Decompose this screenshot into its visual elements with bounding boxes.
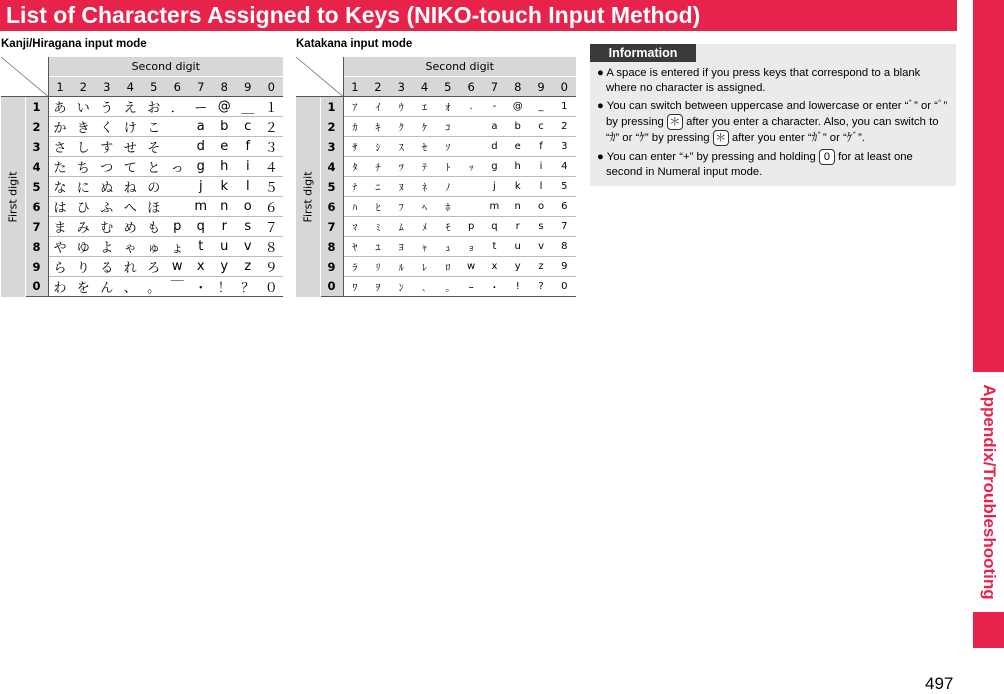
- key-char-cell: [459, 137, 482, 157]
- key-char-cell: u: [213, 237, 237, 257]
- information-heading: Information: [590, 44, 696, 62]
- first-digit-0: 0: [25, 277, 48, 297]
- first-digit-9: 9: [25, 257, 48, 277]
- second-digit-9: 9: [236, 77, 260, 97]
- key-char-cell: ｷ: [366, 117, 389, 137]
- key-char-cell: ﾋ: [366, 197, 389, 217]
- key-char-cell: ﾖ: [390, 237, 413, 257]
- key-char-cell: ﾄ: [436, 157, 459, 177]
- key-char-cell: s: [236, 217, 260, 237]
- key-char-cell: う: [95, 97, 119, 117]
- key-char-cell: f: [236, 137, 260, 157]
- asterisk-key-icon: ＊: [713, 130, 729, 146]
- key-char-cell: つ: [95, 157, 119, 177]
- key-char-cell: ょ: [166, 237, 190, 257]
- key-char-cell: g: [189, 157, 213, 177]
- key-char-cell: ｰ: [459, 277, 482, 297]
- key-char-cell: ﾝ: [390, 277, 413, 297]
- key-char-cell: k: [213, 177, 237, 197]
- key-char-cell: n: [213, 197, 237, 217]
- key-char-cell: m: [189, 197, 213, 217]
- key-char-cell: y: [506, 257, 529, 277]
- key-char-cell: [459, 197, 482, 217]
- key-char-cell: x: [189, 257, 213, 277]
- second-digit-1: 1: [48, 77, 72, 97]
- table-row: [1, 197, 283, 217]
- first-digit-4: 4: [320, 157, 343, 177]
- key-char-cell: そ: [142, 137, 166, 157]
- key-char-cell: ｼ: [366, 137, 389, 157]
- second-digit-8: 8: [213, 77, 237, 97]
- key-char-cell: w: [459, 257, 482, 277]
- second-digit-1: 1: [343, 77, 366, 97]
- key-char-cell: ﾈ: [413, 177, 436, 197]
- key-char-cell: ｺ: [436, 117, 459, 137]
- key-char-cell: n: [506, 197, 529, 217]
- key-char-cell: a: [189, 117, 213, 137]
- key-char-cell: 7: [553, 217, 576, 237]
- page-title: List of Characters Assigned to Keys (NIKO-touch Input Method): [0, 0, 957, 31]
- key-char-cell: ﾛ: [436, 257, 459, 277]
- info-bullet-case: ● You can switch between uppercase and lowercase or enter “ﾞ” or “ﾟ” by pressing ＊ after you enter a character. Also, you can switch to “ｶ” or “ｹ” by pressing ＊ after you enter “ｶﾞ” or “ｹﾞ”.: [597, 100, 948, 144]
- second-digit-4: 4: [119, 77, 143, 97]
- key-char-cell: ﾁ: [366, 157, 389, 177]
- key-char-cell: ﾚ: [413, 257, 436, 277]
- table-row: [1, 177, 283, 197]
- key-char-cell: @: [506, 97, 529, 117]
- second-digit-0: 0: [260, 77, 284, 97]
- key-char-cell: z: [236, 257, 260, 277]
- first-digit-3: 3: [25, 137, 48, 157]
- first-digit-5: 5: [25, 177, 48, 197]
- key-char-cell: わ: [48, 277, 72, 297]
- first-digit-7: 7: [25, 217, 48, 237]
- key-char-cell: ｡: [436, 277, 459, 297]
- first-digit-1: 1: [25, 97, 48, 117]
- page-number: 497: [925, 674, 954, 693]
- key-char-cell: こ: [142, 117, 166, 137]
- second-digit-5: 5: [142, 77, 166, 97]
- key-char-cell: [459, 117, 482, 137]
- key-char-cell: h: [506, 157, 529, 177]
- key-char-cell: ゃ: [119, 237, 143, 257]
- key-char-cell: _: [529, 97, 552, 117]
- key-char-cell: か: [48, 117, 72, 137]
- second-digit-3: 3: [390, 77, 413, 97]
- key-char-cell: ０: [260, 277, 284, 297]
- first-digit-header: First digit: [296, 97, 320, 297]
- first-digit-6: 6: [25, 197, 48, 217]
- key-char-cell: ﾆ: [366, 177, 389, 197]
- key-char-cell: 5: [553, 177, 576, 197]
- zero-key-icon: 0: [819, 149, 835, 165]
- key-char-cell: q: [189, 217, 213, 237]
- key-char-cell: ｽ: [390, 137, 413, 157]
- key-char-cell: ５: [260, 177, 284, 197]
- key-char-cell: ｶ: [343, 117, 366, 137]
- key-char-cell: ﾂ: [390, 157, 413, 177]
- first-digit-4: 4: [25, 157, 48, 177]
- first-digit-0: 0: [320, 277, 343, 297]
- table-row: [296, 117, 576, 137]
- key-char-cell: ﾅ: [343, 177, 366, 197]
- key-char-cell: ８: [260, 237, 284, 257]
- table-row: [296, 137, 576, 157]
- key-char-cell: 3: [553, 137, 576, 157]
- key-char-cell: ？: [236, 277, 260, 297]
- key-char-cell: ｯ: [459, 157, 482, 177]
- second-digit-header: Second digit: [343, 57, 576, 77]
- key-char-cell: l: [236, 177, 260, 197]
- key-char-cell: v: [529, 237, 552, 257]
- first-digit-1: 1: [320, 97, 343, 117]
- second-digit-8: 8: [506, 77, 529, 97]
- key-char-cell: m: [483, 197, 506, 217]
- key-char-cell: み: [72, 217, 96, 237]
- key-char-cell: i: [236, 157, 260, 177]
- key-char-cell: て: [119, 157, 143, 177]
- key-char-cell: u: [506, 237, 529, 257]
- key-char-cell: ｿ: [436, 137, 459, 157]
- key-char-cell: e: [506, 137, 529, 157]
- key-char-cell: ｲ: [366, 97, 389, 117]
- key-char-cell: の: [142, 177, 166, 197]
- key-char-cell: ＿: [236, 97, 260, 117]
- table-row: [1, 277, 283, 297]
- key-char-cell: ９: [260, 257, 284, 277]
- key-char-cell: ﾜ: [343, 277, 366, 297]
- key-char-cell: す: [95, 137, 119, 157]
- first-digit-3: 3: [320, 137, 343, 157]
- key-char-cell: ．: [166, 97, 190, 117]
- key-char-cell: ﾓ: [436, 217, 459, 237]
- key-char-cell: t: [189, 237, 213, 257]
- key-char-cell: c: [236, 117, 260, 137]
- key-char-cell: っ: [166, 157, 190, 177]
- key-char-cell: x: [483, 257, 506, 277]
- key-char-cell: ｾ: [413, 137, 436, 157]
- katakana-section-label: Katakana input mode: [296, 38, 413, 50]
- key-char-cell: ﾔ: [343, 237, 366, 257]
- key-char-cell: る: [95, 257, 119, 277]
- table-row: [296, 97, 576, 117]
- key-char-cell: ぬ: [95, 177, 119, 197]
- key-char-cell: さ: [48, 137, 72, 157]
- key-char-cell: き: [72, 117, 96, 137]
- key-char-cell: q: [483, 217, 506, 237]
- key-char-cell: ゅ: [142, 237, 166, 257]
- key-char-cell: ｻ: [343, 137, 366, 157]
- first-digit-5: 5: [320, 177, 343, 197]
- key-char-cell: b: [506, 117, 529, 137]
- second-digit-2: 2: [72, 77, 96, 97]
- key-char-cell: や: [48, 237, 72, 257]
- second-digit-3: 3: [95, 77, 119, 97]
- key-char-cell: ね: [119, 177, 143, 197]
- key-char-cell: t: [483, 237, 506, 257]
- key-char-cell: ふ: [95, 197, 119, 217]
- key-char-cell: h: [213, 157, 237, 177]
- second-digit-4: 4: [413, 77, 436, 97]
- key-char-cell: け: [119, 117, 143, 137]
- key-char-cell: a: [483, 117, 506, 137]
- key-char-cell: 。: [142, 277, 166, 297]
- key-char-cell: p: [166, 217, 190, 237]
- key-char-cell: ２: [260, 117, 284, 137]
- key-char-cell: く: [95, 117, 119, 137]
- table-row: [296, 277, 576, 297]
- key-char-cell: 1: [553, 97, 576, 117]
- key-char-cell: れ: [119, 257, 143, 277]
- table-row: [296, 197, 576, 217]
- key-char-cell: ﾕ: [366, 237, 389, 257]
- key-char-cell: 8: [553, 237, 576, 257]
- key-char-cell: d: [483, 137, 506, 157]
- first-digit-8: 8: [25, 237, 48, 257]
- key-char-cell: 9: [553, 257, 576, 277]
- table-row: [1, 97, 283, 117]
- table-row: [1, 257, 283, 277]
- key-char-cell: ・: [189, 277, 213, 297]
- key-char-cell: ￣: [166, 277, 190, 297]
- key-char-cell: [459, 177, 482, 197]
- key-char-cell: l: [529, 177, 552, 197]
- table-row: [296, 237, 576, 257]
- key-char-cell: ｬ: [413, 237, 436, 257]
- key-char-cell: j: [483, 177, 506, 197]
- information-box: [590, 44, 956, 186]
- second-digit-header: Second digit: [48, 57, 283, 77]
- key-char-cell: 、: [119, 277, 143, 297]
- table-row: [296, 157, 576, 177]
- key-char-cell: ｴ: [413, 97, 436, 117]
- key-char-cell: と: [142, 157, 166, 177]
- key-char-cell: む: [95, 217, 119, 237]
- table-row: [1, 217, 283, 237]
- key-char-cell: な: [48, 177, 72, 197]
- first-digit-2: 2: [25, 117, 48, 137]
- information-text: [596, 66, 952, 183]
- key-char-cell: v: [236, 237, 260, 257]
- key-char-cell: い: [72, 97, 96, 117]
- key-char-cell: ﾀ: [343, 157, 366, 177]
- key-char-cell: k: [506, 177, 529, 197]
- first-digit-8: 8: [320, 237, 343, 257]
- table-row: [1, 117, 283, 137]
- key-char-cell: え: [119, 97, 143, 117]
- key-char-cell: め: [119, 217, 143, 237]
- key-char-cell: ろ: [142, 257, 166, 277]
- key-char-cell: ん: [95, 277, 119, 297]
- side-tab-label: Appendix/Troubleshooting: [980, 384, 999, 600]
- key-char-cell: ﾏ: [343, 217, 366, 237]
- second-digit-0: 0: [553, 77, 576, 97]
- key-char-cell: ﾍ: [413, 197, 436, 217]
- table-row: [296, 177, 576, 197]
- first-digit-header: First digit: [1, 97, 25, 297]
- key-char-cell: ﾉ: [436, 177, 459, 197]
- key-char-cell: g: [483, 157, 506, 177]
- key-char-cell: w: [166, 257, 190, 277]
- key-char-cell: あ: [48, 97, 72, 117]
- key-char-cell: へ: [119, 197, 143, 217]
- key-char-cell: ３: [260, 137, 284, 157]
- table-row: [1, 137, 283, 157]
- key-char-cell: ｭ: [436, 237, 459, 257]
- key-char-cell: ｳ: [390, 97, 413, 117]
- key-char-cell: -: [483, 97, 506, 117]
- key-char-cell: ﾐ: [366, 217, 389, 237]
- table-corner: [296, 57, 343, 97]
- key-char-cell: ﾊ: [343, 197, 366, 217]
- key-char-cell: ﾑ: [390, 217, 413, 237]
- key-char-cell: 6: [553, 197, 576, 217]
- key-char-cell: た: [48, 157, 72, 177]
- key-char-cell: ﾙ: [390, 257, 413, 277]
- key-char-cell: [166, 197, 190, 217]
- key-char-cell: ち: [72, 157, 96, 177]
- key-char-cell: p: [459, 217, 482, 237]
- table-row: [1, 157, 283, 177]
- table-row: [296, 217, 576, 237]
- key-char-cell: ﾎ: [436, 197, 459, 217]
- second-digit-5: 5: [436, 77, 459, 97]
- kanji-section-label: Kanji/Hiragana input mode: [1, 38, 147, 50]
- key-char-cell: ７: [260, 217, 284, 237]
- key-char-cell: i: [529, 157, 552, 177]
- key-char-cell: [166, 137, 190, 157]
- key-char-cell: は: [48, 197, 72, 217]
- key-char-cell: 2: [553, 117, 576, 137]
- table-row: [1, 237, 283, 257]
- katakana-key-table: [296, 57, 576, 297]
- key-char-cell: ｮ: [459, 237, 482, 257]
- key-char-cell: z: [529, 257, 552, 277]
- key-char-cell: ｸ: [390, 117, 413, 137]
- key-char-cell: y: [213, 257, 237, 277]
- key-char-cell: r: [506, 217, 529, 237]
- key-char-cell: ･: [483, 277, 506, 297]
- info-bullet-plus: ● You can enter “+” by pressing and holding 0 for at least one second in Numeral input mode.: [597, 150, 913, 178]
- key-char-cell: ｹ: [413, 117, 436, 137]
- key-char-cell: ､: [413, 277, 436, 297]
- second-digit-7: 7: [483, 77, 506, 97]
- first-digit-9: 9: [320, 257, 343, 277]
- key-char-cell: ほ: [142, 197, 166, 217]
- key-char-cell: 4: [553, 157, 576, 177]
- key-char-cell: １: [260, 97, 284, 117]
- first-digit-6: 6: [320, 197, 343, 217]
- info-bullet-space: ● A space is entered if you press keys that correspond to a blank where no character is assigned.: [597, 67, 921, 94]
- table-row: [296, 257, 576, 277]
- key-char-cell: ﾌ: [390, 197, 413, 217]
- key-char-cell: ６: [260, 197, 284, 217]
- key-char-cell: も: [142, 217, 166, 237]
- key-char-cell: [166, 177, 190, 197]
- asterisk-key-icon: ＊: [667, 114, 683, 130]
- key-char-cell: ま: [48, 217, 72, 237]
- key-char-cell: ゆ: [72, 237, 96, 257]
- key-char-cell: !: [506, 277, 529, 297]
- key-char-cell: ﾒ: [413, 217, 436, 237]
- key-char-cell: r: [213, 217, 237, 237]
- table-corner: [1, 57, 48, 97]
- key-char-cell: に: [72, 177, 96, 197]
- key-char-cell: ﾃ: [413, 157, 436, 177]
- second-digit-6: 6: [459, 77, 482, 97]
- key-char-cell: o: [236, 197, 260, 217]
- key-char-cell: s: [529, 217, 552, 237]
- second-digit-6: 6: [166, 77, 190, 97]
- key-char-cell: ｱ: [343, 97, 366, 117]
- key-char-cell: し: [72, 137, 96, 157]
- key-char-cell: ｦ: [366, 277, 389, 297]
- key-char-cell: c: [529, 117, 552, 137]
- key-char-cell: .: [459, 97, 482, 117]
- key-char-cell: り: [72, 257, 96, 277]
- second-digit-7: 7: [189, 77, 213, 97]
- key-char-cell: [166, 117, 190, 137]
- first-digit-2: 2: [320, 117, 343, 137]
- key-char-cell: ﾘ: [366, 257, 389, 277]
- key-char-cell: ﾇ: [390, 177, 413, 197]
- key-char-cell: b: [213, 117, 237, 137]
- first-digit-7: 7: [320, 217, 343, 237]
- key-char-cell: 0: [553, 277, 576, 297]
- key-char-cell: f: [529, 137, 552, 157]
- second-digit-9: 9: [529, 77, 552, 97]
- key-char-cell: j: [189, 177, 213, 197]
- key-char-cell: お: [142, 97, 166, 117]
- key-char-cell: ４: [260, 157, 284, 177]
- key-char-cell: @: [213, 97, 237, 117]
- key-char-cell: d: [189, 137, 213, 157]
- key-char-cell: せ: [119, 137, 143, 157]
- key-char-cell: ﾗ: [343, 257, 366, 277]
- key-char-cell: を: [72, 277, 96, 297]
- key-char-cell: ひ: [72, 197, 96, 217]
- key-char-cell: ら: [48, 257, 72, 277]
- key-char-cell: ー: [189, 97, 213, 117]
- key-char-cell: ｵ: [436, 97, 459, 117]
- second-digit-2: 2: [366, 77, 389, 97]
- key-char-cell: よ: [95, 237, 119, 257]
- key-char-cell: o: [529, 197, 552, 217]
- key-char-cell: e: [213, 137, 237, 157]
- kanji-key-table: [1, 57, 283, 297]
- key-char-cell: ?: [529, 277, 552, 297]
- key-char-cell: ！: [213, 277, 237, 297]
